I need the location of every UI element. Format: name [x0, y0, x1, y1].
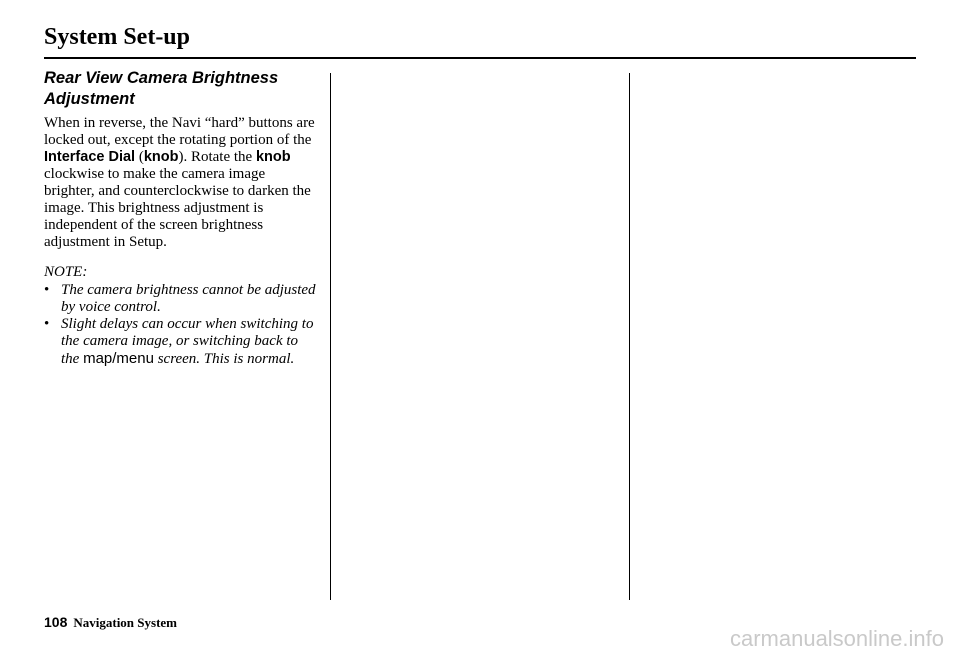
term-knob: knob — [143, 149, 179, 165]
bullet-icon: • — [44, 282, 50, 298]
column-divider-1 — [330, 73, 331, 600]
term-interface-dial: Interface Dial — [44, 149, 136, 165]
note-item-text-2: screen. This is normal. — [153, 351, 295, 367]
body-paragraph — [44, 115, 316, 251]
term-knob-2: knob — [255, 149, 291, 165]
column-divider-2 — [629, 73, 630, 600]
content-column — [44, 68, 316, 368]
paragraph-text-1: When in reverse, the Navi “hard” buttons are locked out, except the rotating portion of the — [44, 115, 315, 148]
title-rule — [44, 57, 916, 59]
note-list — [44, 282, 316, 368]
note-item-text: The camera brightness cannot be adjusted by voice control. — [61, 282, 316, 315]
paragraph-text-4: clockwise to make the camera image brighter, and counterclockwise to darken the image. This brightness adjustment is independent of the screen brightness adjustment in Setup. — [44, 166, 311, 250]
bullet-icon: • — [44, 316, 50, 332]
page-footer — [44, 614, 177, 632]
note-item — [44, 282, 316, 316]
footer-label: Navigation System — [73, 615, 177, 630]
term-map-menu: map/menu — [83, 350, 154, 367]
paragraph-text-2: ( — [135, 149, 144, 165]
page-number: 108 — [44, 614, 68, 630]
note-item — [44, 316, 316, 368]
paragraph-text-3: ). Rotate the — [178, 149, 256, 165]
note-item-text-1: Slight delays can occur when switching to the camera image, or switching back to the — [61, 316, 314, 367]
note-label: NOTE: — [44, 264, 88, 280]
page-title: System Set-up — [44, 24, 191, 50]
section-heading: Rear View Camera Brightness Adjustment — [44, 69, 279, 108]
watermark: carmanualsonline.info — [729, 626, 944, 651]
